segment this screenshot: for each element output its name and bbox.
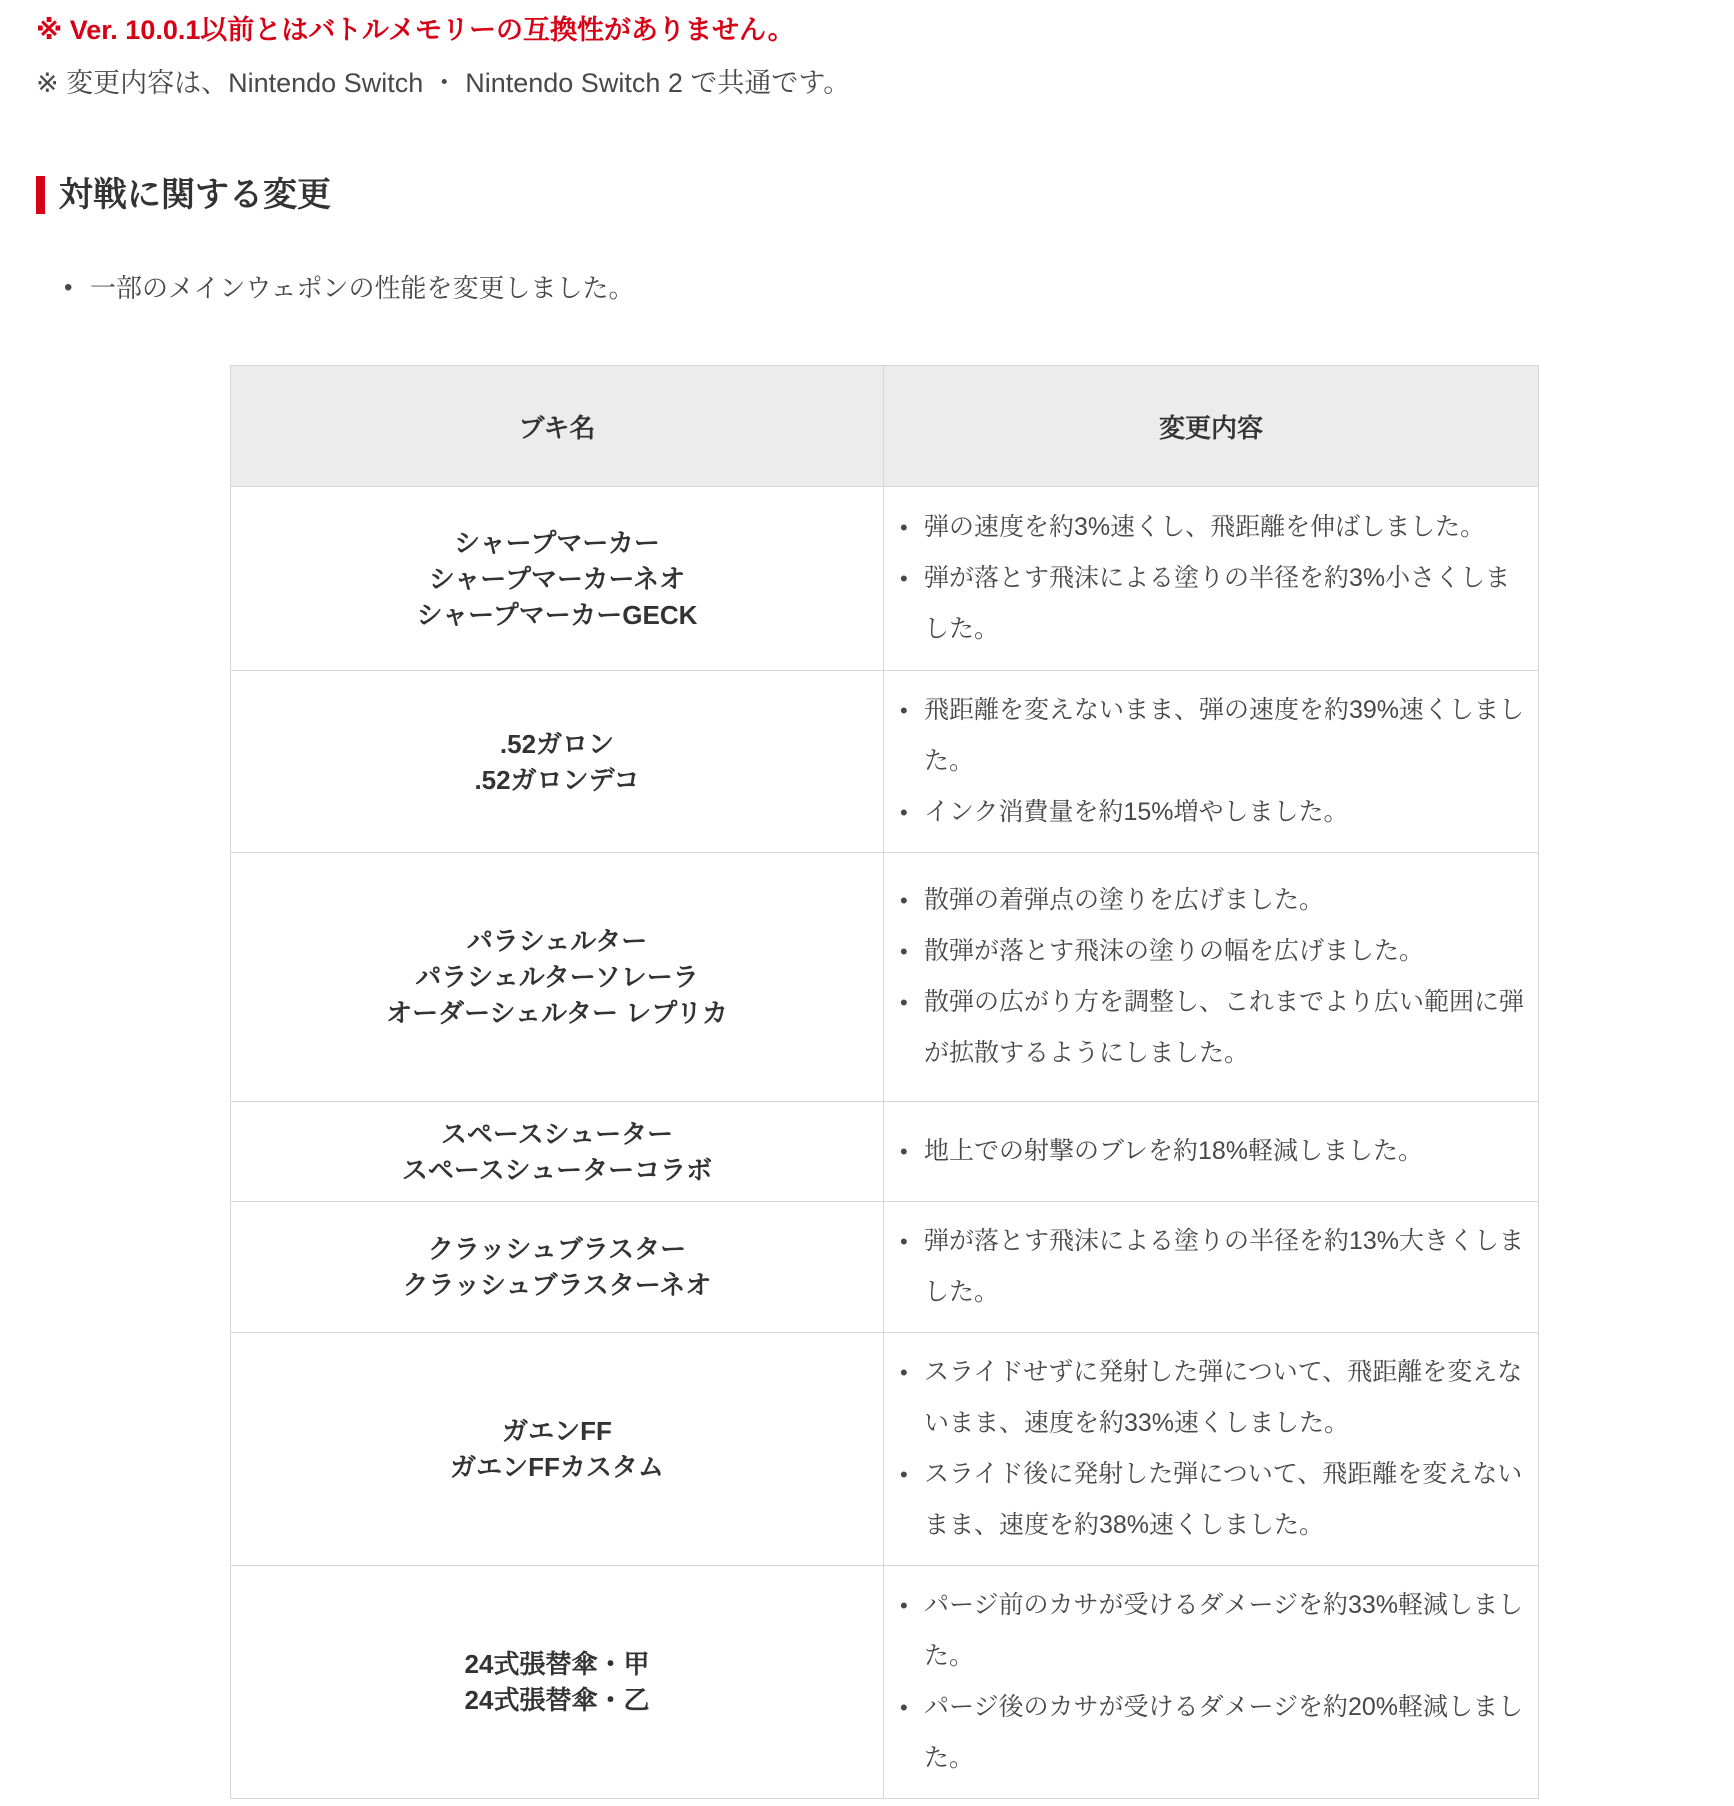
change-details-cell [884,671,1539,853]
weapon-name: スペースシューター [440,1118,674,1149]
weapon-name-cell [231,487,884,671]
weapon-name: .52ガロンデコ [474,764,640,795]
change-item: • 弾の速度を約3%速くし、飛距離を伸ばしました。 [896,502,1534,553]
change-item: • 散弾が落とす飛沫の塗りの幅を広げました。 [896,926,1534,977]
weapon-name-cell [231,853,884,1102]
change-details-cell [884,1333,1539,1566]
platform-note: ※ 変更内容は、Nintendo Switch ・ Nintendo Switch 2 で共通です。 [36,68,851,98]
change-item: • インク消費量を約15%増やしました。 [896,787,1534,838]
weapon-name: パラシェルター [466,926,648,956]
column-header-weapon-name: ブキ名 [231,366,884,487]
change-item: • 弾が落とす飛沫による塗りの半径を約13%大きくしました。 [896,1216,1534,1318]
change-item: • パージ前のカサが受けるダメージを約33%軽減しました。 [896,1580,1534,1682]
heading-accent-bar [36,176,45,214]
weapon-name: 24式張替傘・甲 [464,1649,650,1679]
change-item: • 散弾の着弾点の塗りを広げました。 [896,875,1534,926]
weapon-name: スペースシューターコラボ [401,1154,713,1185]
column-header-change-details: 変更内容 [884,366,1539,487]
change-item: • パージ後のカサが受けるダメージを約20%軽減しました。 [896,1682,1534,1784]
table-row [231,671,1539,853]
weapon-name-cell [231,1333,884,1566]
weapon-name: .52ガロン [499,728,615,759]
intro-list-item [64,269,1734,307]
intro-text: 一部のメインウェポンの性能を変更しました。 [90,273,635,303]
change-item: • 飛距離を変えないまま、弾の速度を約39%速くしました。 [896,685,1534,787]
change-item: • 弾が落とす飛沫による塗りの半径を約3%小さくしました。 [896,553,1534,655]
change-details-cell [884,1566,1539,1799]
table-row [231,1333,1539,1566]
weapon-name: ガエンFF [502,1416,612,1446]
section-heading [36,173,1734,217]
table-row [231,1202,1539,1333]
weapon-name: シャープマーカーネオ [428,563,686,594]
weapon-name: ガエンFFカスタム [450,1452,664,1482]
weapon-name: 24式張替傘・乙 [464,1685,650,1715]
weapon-name-cell [231,671,884,853]
weapon-name: シャープマーカー [454,527,660,558]
table-row [231,487,1539,671]
change-details-cell [884,487,1539,671]
weapon-name: クラッシュブラスター [427,1234,687,1264]
change-details-cell [884,853,1539,1102]
table-header-row [231,366,1539,487]
change-details-cell [884,1102,1539,1202]
weapon-name-cell [231,1566,884,1799]
change-details-cell [884,1202,1539,1333]
table-row [231,853,1539,1102]
weapon-name: オーダーシェルター レプリカ [386,998,728,1028]
weapon-name: シャープマーカーGECK [416,599,698,630]
change-item: • スライド後に発射した弾について、飛距離を変えないまま、速度を約38%速くしました。 [896,1449,1534,1551]
change-item: • 散弾の広がり方を調整し、これまでより広い範囲に弾が拡散するようにしました。 [896,977,1534,1079]
compatibility-warning-note: ※ Ver. 10.0.1以前とはバトルメモリーの互換性がありません。 [36,15,795,45]
section-heading-text: 対戦に関する変更 [59,176,331,214]
weapon-name: パラシェルターソレーラ [415,962,699,992]
table-row [231,1566,1539,1799]
change-item: • 地上での射撃のブレを約18%軽減しました。 [896,1126,1534,1177]
table-row [231,1102,1539,1202]
weapon-name-cell [231,1102,884,1202]
weapon-changes-table [230,365,1539,1799]
change-item: • スライドせずに発射した弾について、飛距離を変えないまま、速度を約33%速くしました。 [896,1347,1534,1449]
weapon-name: クラッシュブラスターネオ [402,1270,712,1300]
weapon-name-cell [231,1202,884,1333]
